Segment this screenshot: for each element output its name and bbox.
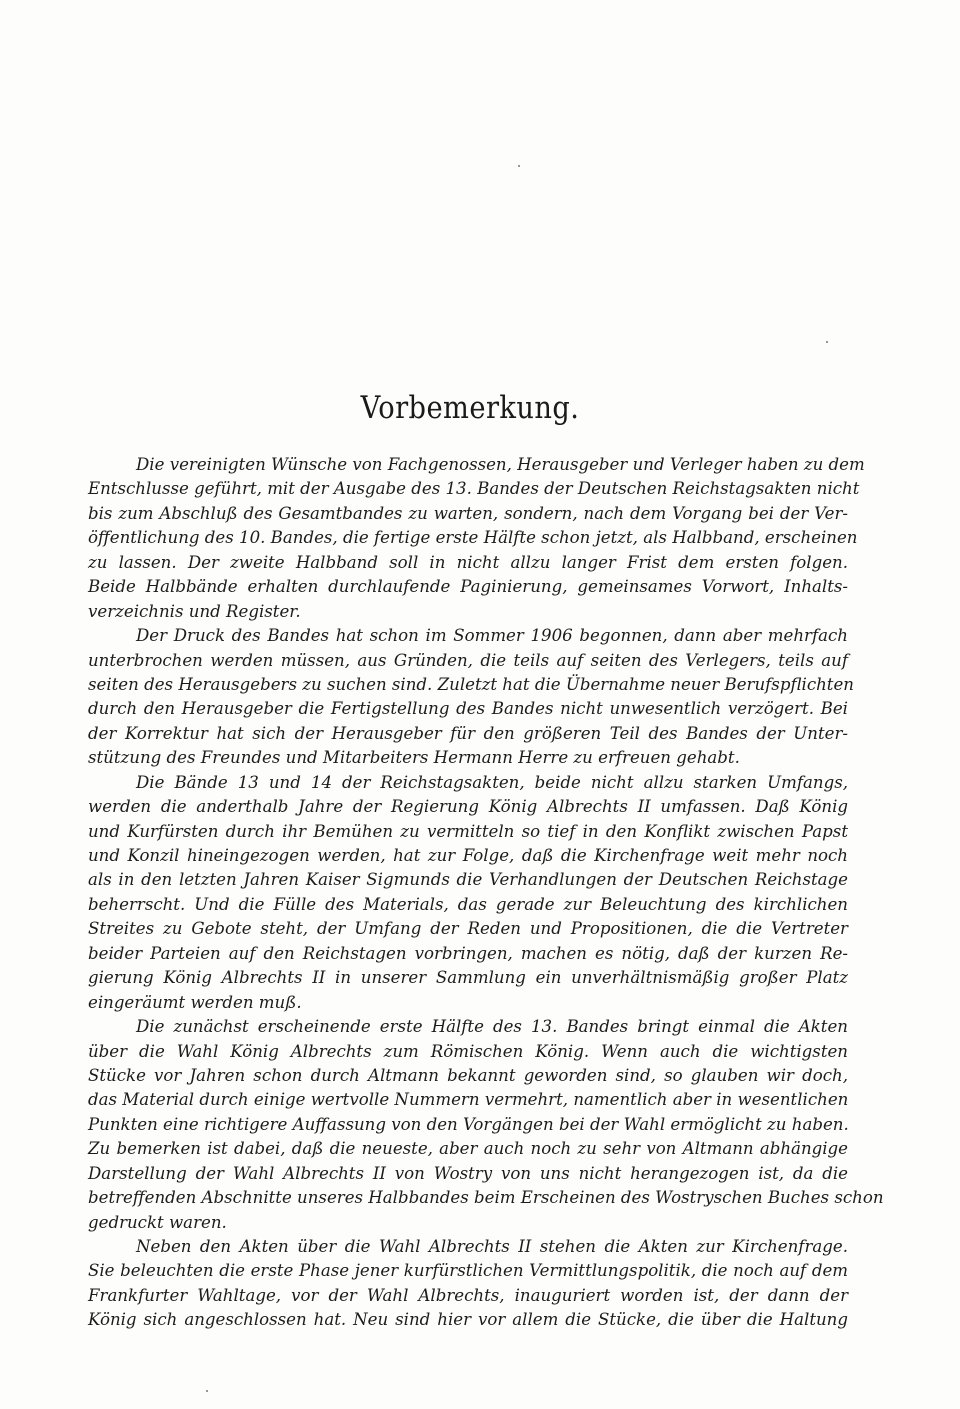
text-line: Die zunächst erscheinende erste Hälfte des 13. Bandes bringt einmal die Akten xyxy=(136,1017,848,1037)
text-line: zu lassen. Der zweite Halbband soll in nicht allzu langer Frist dem ersten folgen. xyxy=(88,552,848,572)
text-line: als in den letzten Jahren Kaiser Sigmunds die Verhandlungen der Deutschen Reichstage xyxy=(88,870,848,890)
speck-mark xyxy=(518,165,520,167)
text-line: Neben den Akten über die Wahl Albrechts II stehen die Akten zur Kirchenfrage. xyxy=(136,1237,848,1256)
text-line: über die Wahl König Albrechts zum Römischen König. Wenn auch die wichtigsten xyxy=(88,1041,848,1061)
text-line: eingeräumt werden muß. xyxy=(88,992,302,1012)
text-line: Sie beleuchten die erste Phase jener kurfürstlichen Vermittlungspolitik, die noch auf dem xyxy=(88,1261,848,1281)
text-line: betreffenden Abschnitte unseres Halbbandes beim Erscheinen des Wostryschen Buches schon xyxy=(88,1188,884,1208)
text-line: seiten des Herausgebers zu suchen sind. Zuletzt hat die Übernahme neuer Berufspflichten xyxy=(88,674,854,694)
text-line: und Kurfürsten durch ihr Bemühen zu vermitteln so tief in den Konflikt zwischen Papst xyxy=(88,821,848,841)
text-line: durch den Herausgeber die Fertigstellung des Bandes nicht unwesentlich verzögert. Bei xyxy=(88,699,848,719)
text-line: und Konzil hineingezogen werden, hat zur Folge, daß die Kirchenfrage weit mehr noch xyxy=(88,846,848,865)
text-line: Stücke vor Jahren schon durch Altmann bekannt geworden sind, so glauben wir doch, xyxy=(88,1065,848,1085)
text-line: König sich angeschlossen hat. Neu sind hier vor allem die Stücke, die über die Haltung xyxy=(88,1310,848,1330)
text-line: beherrscht. Und die Fülle des Materials, das gerade zur Beleuchtung des kirchlichen xyxy=(88,894,848,914)
text-line: Zu bemerken ist dabei, daß die neueste, aber auch noch zu sehr von Altmann abhängige xyxy=(88,1139,848,1159)
text-line: Darstellung der Wahl Albrechts II von Wostry von uns nicht herangezogen ist, da die xyxy=(88,1163,848,1183)
speck-mark xyxy=(206,1390,208,1392)
text-line: bis zum Abschluß des Gesamtbandes zu warten, sondern, nach dem Vorgang bei der Ver- xyxy=(88,503,848,523)
text-line: Streites zu Gebote steht, der Umfang der Reden und Propositionen, die die Vertreter xyxy=(88,919,848,939)
text-line: Die Bände 13 und 14 der Reichstagsakten, beide nicht allzu starken Umfangs, xyxy=(136,772,848,792)
text-line: Der Druck des Bandes hat schon im Sommer 1906 begonnen, dann aber mehrfach xyxy=(136,626,848,646)
text-line: der Korrektur hat sich der Herausgeber für den größeren Teil des Bandes der Unter- xyxy=(88,723,848,743)
page-title: Vorbemerkung. xyxy=(360,390,580,426)
text-line: Frankfurter Wahltage, vor der Wahl Albrechts, inauguriert worden ist, der dann der xyxy=(88,1285,848,1305)
text-line: Beide Halbbände erhalten durchlaufende Paginierung, gemeinsames Vorwort, Inhalts- xyxy=(88,577,848,597)
text-line: werden die anderthalb Jahre der Regierung König Albrechts II umfassen. Daß König xyxy=(88,797,848,817)
text-line: stützung des Freundes und Mitarbeiters Hermann Herre zu erfreuen gehabt. xyxy=(88,748,740,768)
text-line: verzeichnis und Register. xyxy=(88,601,301,621)
text-line: unterbrochen werden müssen, aus Gründen, die teils auf seiten des Verlegers, teils auf xyxy=(88,650,848,670)
text-line: gierung König Albrechts II in unserer Sammlung ein unverhältnismäßig großer Platz xyxy=(88,968,848,988)
text-line: Die vereinigten Wünsche von Fachgenossen, Herausgeber und Verleger haben zu dem xyxy=(136,455,865,474)
body-text xyxy=(88,453,884,1333)
text-line: öffentlichung des 10. Bandes, die fertige erste Hälfte schon jetzt, als Halbband, erscheinen xyxy=(88,528,858,548)
text-line: gedruckt waren. xyxy=(88,1212,227,1232)
speck-mark xyxy=(826,341,828,343)
text-line: beider Parteien auf den Reichstagen vorbringen, machen es nötig, daß der kurzen Re- xyxy=(88,943,848,963)
text-line: das Material durch einige wertvolle Nummern vermehrt, namentlich aber in wesentlichen xyxy=(88,1090,849,1110)
text-line: Punkten eine richtigere Auffassung von den Vorgängen bei der Wahl ermöglicht zu haben. xyxy=(88,1114,849,1134)
text-line: Entschlusse geführt, mit der Ausgabe des 13. Bandes der Deutschen Reichstagsakten nicht xyxy=(88,479,860,499)
